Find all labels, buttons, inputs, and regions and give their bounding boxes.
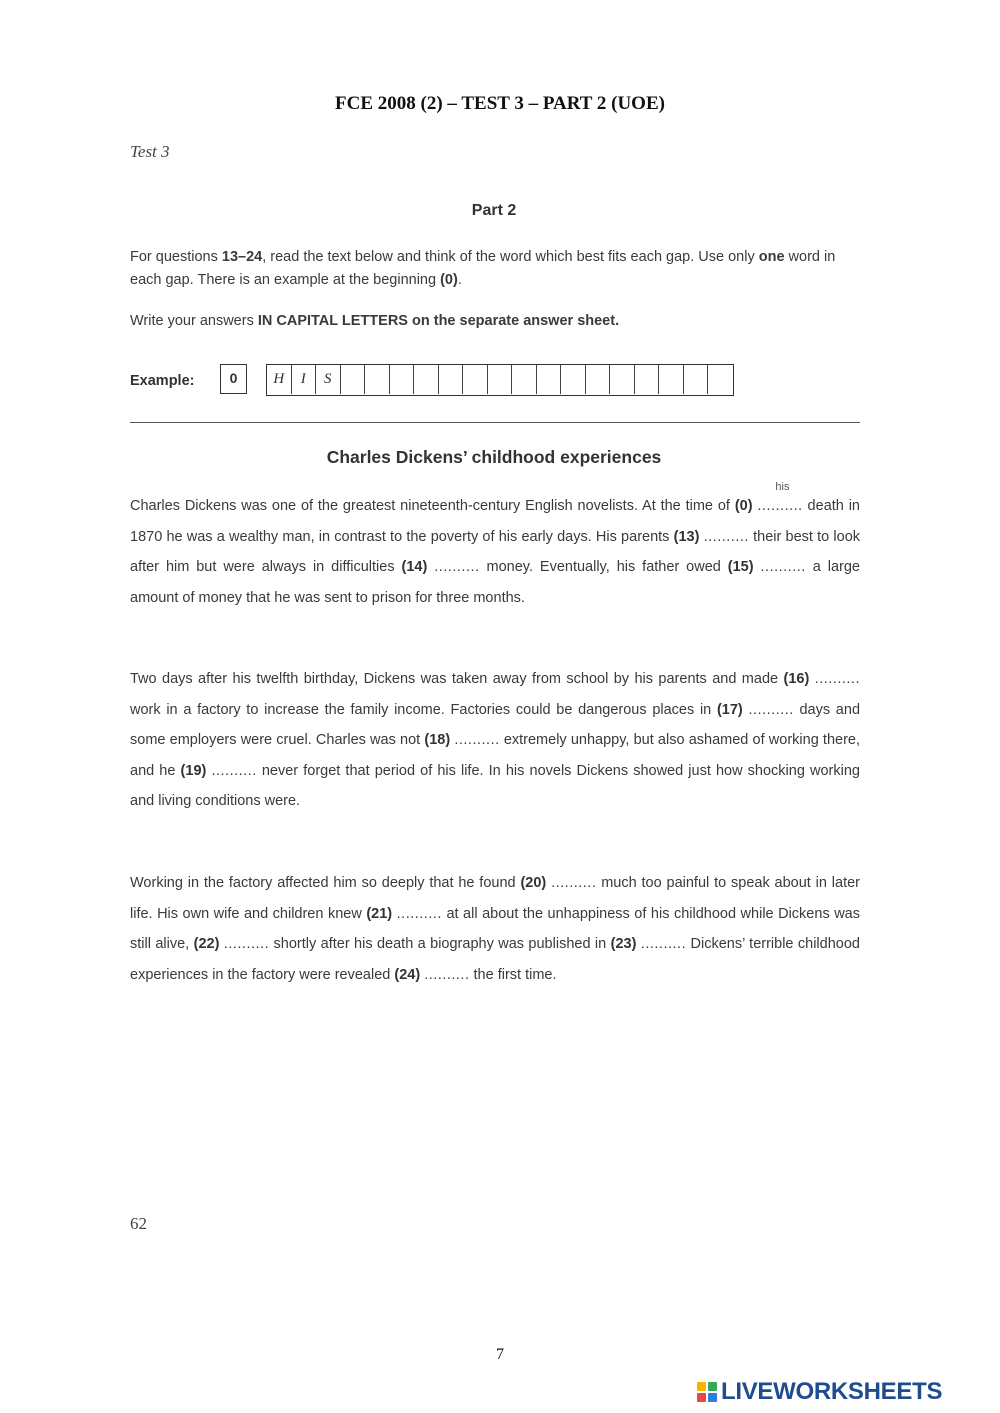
answer-cell — [439, 365, 464, 394]
example-label: Example: — [130, 373, 195, 389]
answer-cell — [708, 365, 733, 394]
gap-0-example-answer: his — [775, 481, 790, 493]
paragraph-1 — [130, 481, 861, 613]
gap-14[interactable]: .......... — [434, 559, 480, 575]
test-label: Test 3 — [130, 142, 170, 161]
gap-21[interactable]: .......... — [396, 905, 442, 922]
para-text: days and some employers were cruel. Charles was not — [130, 701, 861, 748]
answer-cell — [610, 365, 635, 394]
instructions — [130, 246, 860, 292]
answer-cell: S — [316, 365, 341, 394]
example-answer-grid — [266, 364, 734, 396]
page-header-title: FCE 2008 (2) – TEST 3 – PART 2 (UOE) — [335, 93, 665, 114]
logo-square — [697, 1382, 706, 1391]
para-text: much too painful to speak about in later life. His own wife and children knew — [130, 875, 860, 922]
para-text: their best to look after him but were always in difficulties — [130, 528, 861, 575]
gap-number-19: (19) — [180, 762, 207, 779]
gap-number-23: (23) — [610, 936, 637, 952]
gap-number-14: (14) — [401, 559, 428, 575]
logo-square — [697, 1393, 706, 1402]
gap-number-16: (16) — [783, 671, 810, 687]
book-page-number: 62 — [130, 1214, 147, 1233]
paragraph-2 — [130, 664, 860, 817]
answer-cell: H — [267, 365, 292, 394]
write-text: Write your answers — [130, 313, 258, 329]
para-text: Dickens’ terrible childhood experiences in the factory were revealed — [130, 936, 860, 983]
gap-number-21: (21) — [366, 905, 393, 922]
answer-cell — [488, 365, 513, 394]
text-title: Charles Dickens’ childhood experiences — [326, 447, 662, 467]
gap-number-17: (17) — [716, 701, 743, 718]
gap-19[interactable]: .......... — [211, 762, 257, 779]
gap-16[interactable]: .......... — [814, 671, 860, 687]
instructions-text: . — [457, 272, 462, 288]
answer-cell: I — [292, 365, 317, 394]
gap-22[interactable]: .......... — [223, 936, 270, 952]
answer-cell — [586, 365, 611, 394]
answer-cell — [561, 365, 586, 394]
write-bold-text: IN CAPITAL LETTERS on the separate answer sheet. — [257, 313, 620, 329]
write-instructions — [130, 313, 860, 329]
para-text: shortly after his death a biography was published in — [269, 936, 611, 952]
divider — [130, 422, 860, 423]
gap-number-22: (22) — [193, 936, 220, 952]
answer-cell — [659, 365, 684, 394]
instructions-text: For questions — [130, 249, 222, 265]
instructions-one: one — [758, 249, 785, 265]
answer-cell — [390, 365, 415, 394]
instructions-example-ref: (0) — [440, 272, 458, 288]
brand-text: LIVEWORKSHEETS — [721, 1378, 943, 1405]
logo-square — [708, 1393, 717, 1402]
gap-number-0: (0) — [734, 498, 753, 514]
para-text: never forget that period of his life. In his novels Dickens showed just how shocking working and living conditions were. — [130, 762, 860, 809]
logo-square — [708, 1382, 717, 1391]
para-text: Two days after his twelfth birthday, Dickens was taken away from school by his parents and made — [130, 671, 784, 687]
gap-number-13: (13) — [673, 528, 700, 545]
gap-number-15: (15) — [727, 559, 754, 575]
liveworksheets-brand — [697, 1379, 942, 1405]
answer-cell — [537, 365, 562, 394]
gap-13[interactable]: .......... — [703, 528, 749, 545]
gap-0 — [757, 481, 803, 522]
para-text: work in a factory to increase the family income. Factories could be dangerous places in — [130, 701, 717, 718]
document-page-number: 7 — [496, 1346, 504, 1363]
question-range: 13–24 — [221, 249, 263, 265]
para-text: Charles Dickens was one of the greatest nineteenth-century English novelists. At the time of — [130, 498, 735, 514]
liveworksheets-logo-icon — [697, 1382, 717, 1402]
gap-number-24: (24) — [394, 966, 421, 983]
gap-number-18: (18) — [424, 732, 451, 748]
instructions-text: , read the text below and think of the word which best fits each gap. Use only — [262, 249, 759, 265]
gap-number-20: (20) — [520, 875, 547, 891]
answer-cell — [512, 365, 537, 394]
answer-cell — [684, 365, 709, 394]
answer-cell — [635, 365, 660, 394]
gap-dots: .......... — [757, 498, 803, 514]
para-text: at all about the unhappiness of his childhood while Dickens was still alive, — [130, 905, 860, 952]
instructions-text: word in each gap. There is an example at the beginning — [130, 249, 836, 288]
gap-15[interactable]: .......... — [760, 559, 806, 575]
para-text: a large amount of money that he was sent to prison for three months. — [130, 559, 860, 606]
part-title: Part 2 — [471, 202, 517, 219]
gap-23[interactable]: .......... — [640, 936, 687, 952]
gap-24[interactable]: .......... — [424, 966, 470, 983]
paragraph-3 — [130, 868, 860, 990]
gap-17[interactable]: .......... — [748, 701, 794, 718]
gap-18[interactable]: .......... — [454, 732, 500, 748]
para-text: the first time. — [469, 966, 557, 983]
example-number-box: 0 — [220, 364, 247, 394]
answer-cell — [414, 365, 439, 394]
para-text: death in 1870 he was a wealthy man, in contrast to the poverty of his early days. His parents — [130, 498, 860, 545]
gap-20[interactable]: .......... — [551, 875, 597, 891]
answer-cell — [463, 365, 488, 394]
answer-cell — [341, 365, 366, 394]
para-text: Working in the factory affected him so deeply that he found — [130, 875, 521, 891]
para-text: extremely unhappy, but also ashamed of working there, and he — [130, 732, 861, 779]
para-text: money. Eventually, his father owed — [479, 559, 728, 575]
answer-cell — [365, 365, 390, 394]
